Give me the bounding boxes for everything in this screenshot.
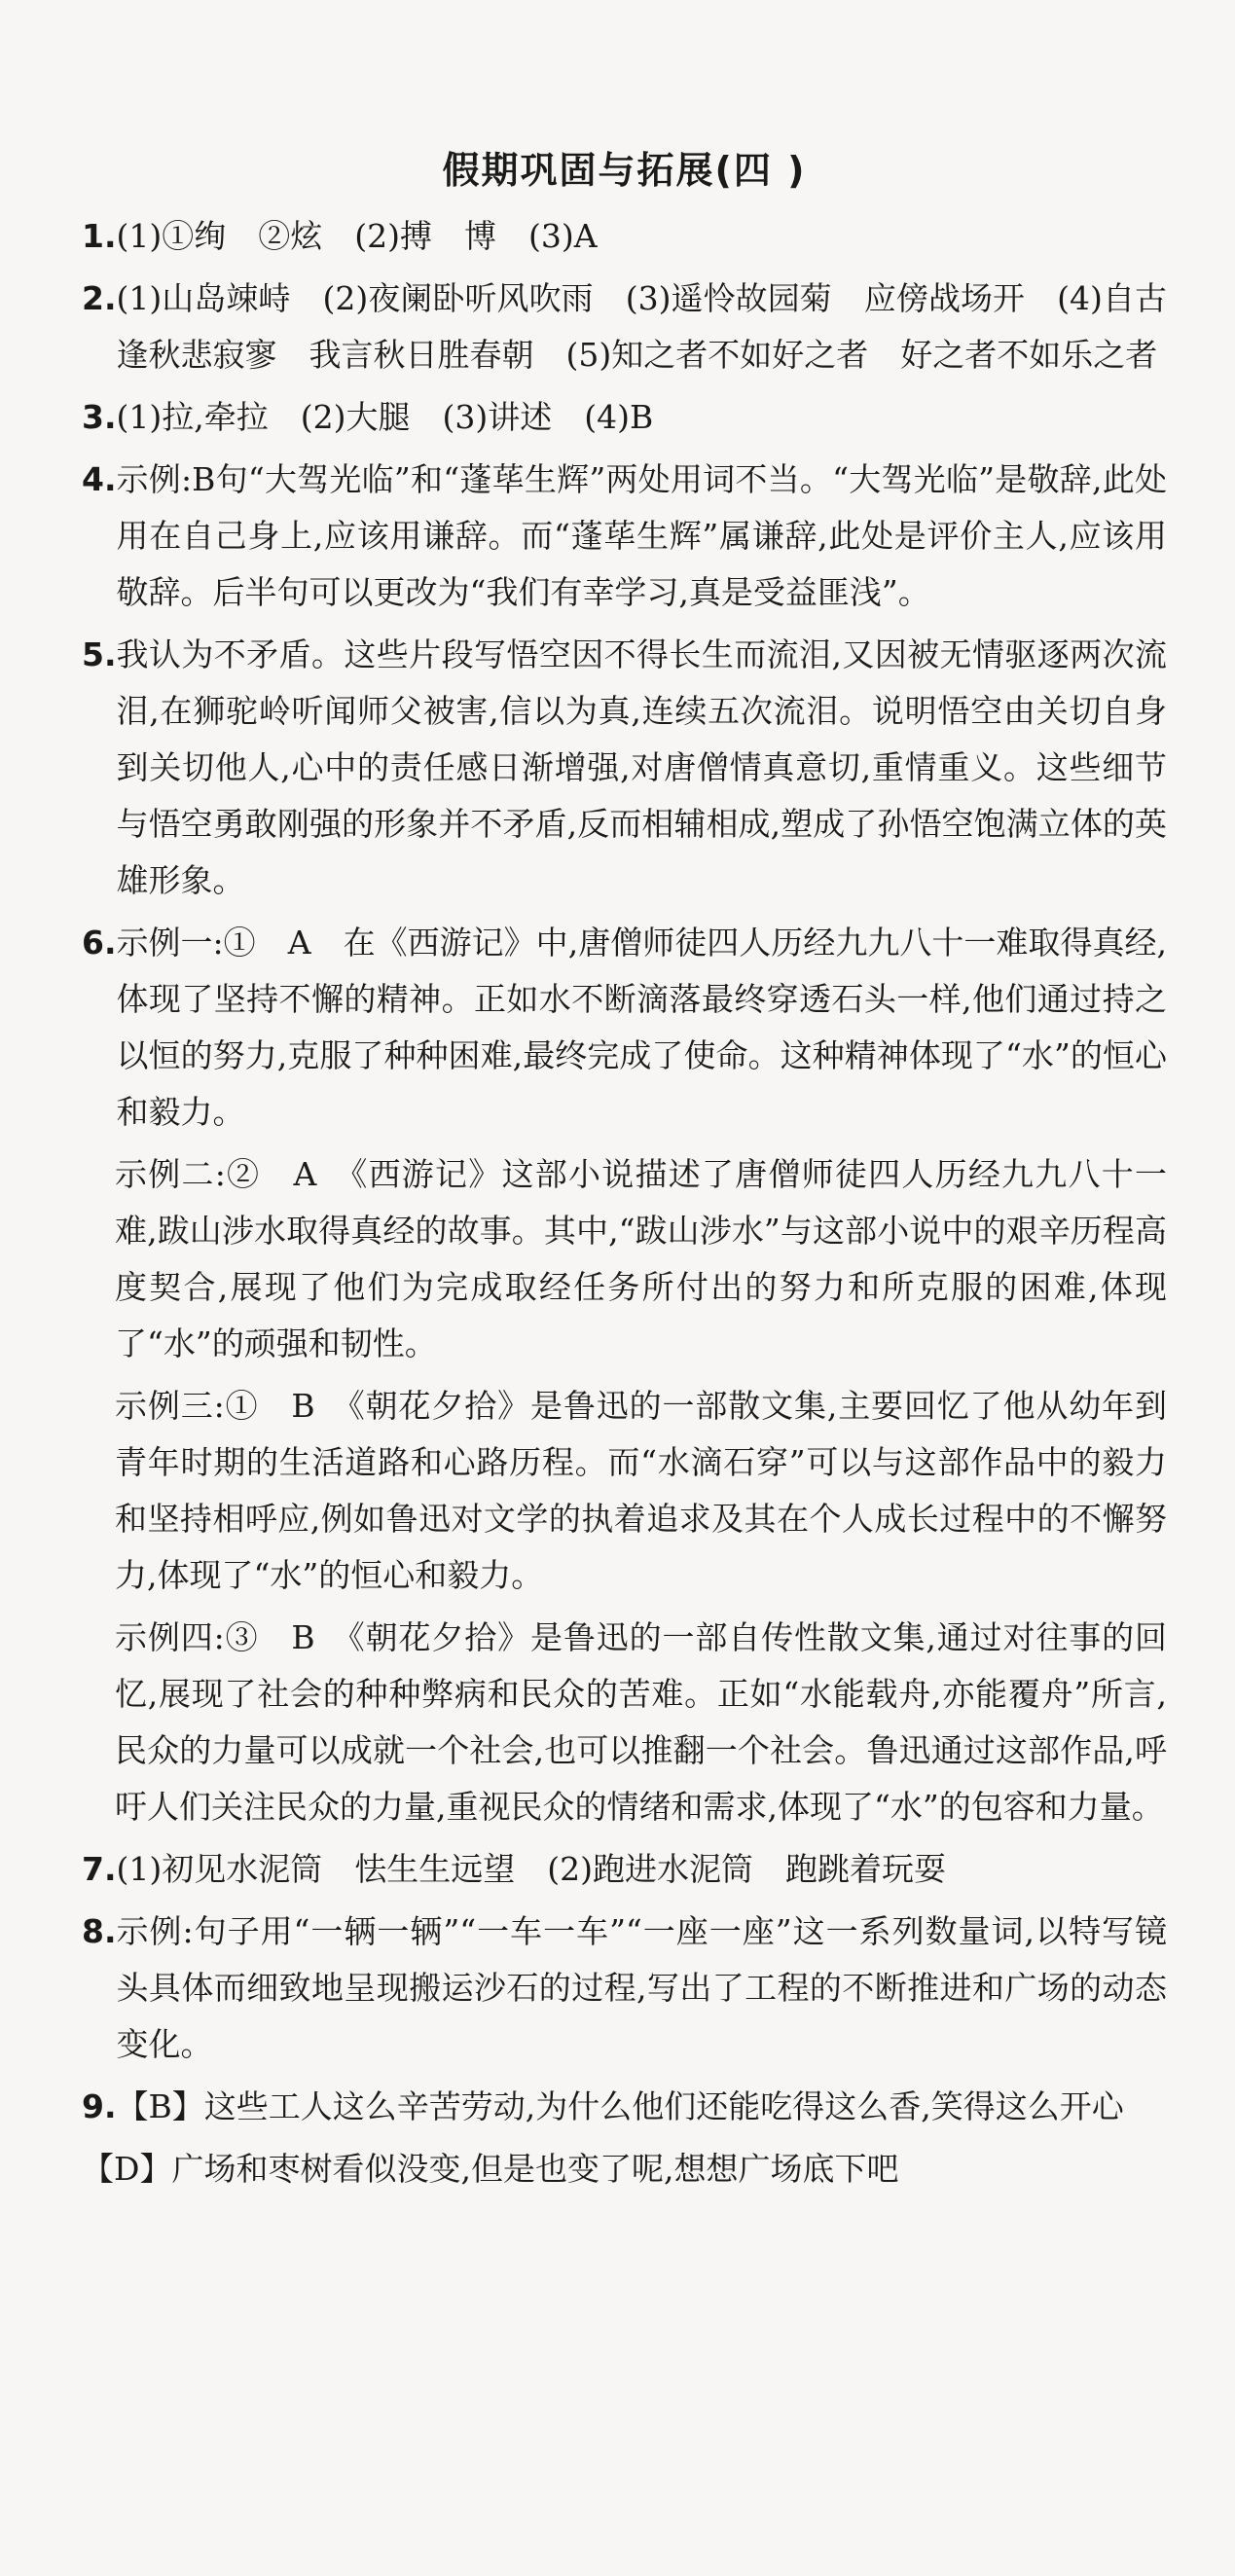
item-text: 示例:B句“大驾光临”和“蓬荜生辉”两处用词不当。“大驾光临”是敬辞,此处用在自己身上,应该用谦辞。而“蓬荜生辉”属谦辞,此处是评价主人,应该用敬辞。后半句可以更改为“我们有幸学习,真是受益匪浅”。 <box>116 460 1167 611</box>
item-text: 我认为不矛盾。这些片段写悟空因不得长生而流泪,又因被无情驱逐两次流泪,在狮驼岭听闻师父被害,信以为真,连续五次流泪。说明悟空由关切自身到关切他人,心中的责任感日渐增强,对唐僧情真意切,重情重义。这些细节与悟空勇敢刚强的形象并不矛盾,反而相辅相成,塑成了孙悟空饱满立体的英雄形象。 <box>116 635 1167 899</box>
item-number: 1. <box>82 217 117 255</box>
item-text: (1)拉,牵拉 (2)大腿 (3)讲述 (4)B <box>116 398 654 436</box>
answer-item-5 <box>82 627 1167 909</box>
item-text: 示例:句子用“一辆一辆”“一车一车”“一座一座”这一系列数量词,以特写镜头具体而细致地呈现搬运沙石的过程,写出了工程的不断推进和广场的动态变化。 <box>116 1912 1167 2063</box>
answer-item-4 <box>82 452 1167 621</box>
answer-item-7 <box>82 1841 1167 1898</box>
answer-item-9-extra: 【D】广场和枣树看似没变,但是也变了呢,想想广场底下吧 <box>82 2150 899 2188</box>
answer-item-1 <box>82 208 1167 265</box>
item-number: 3. <box>82 398 117 436</box>
answer-item-6 <box>82 915 1167 1141</box>
item-text: 示例一:① A 在《西游记》中,唐僧师徒四人历经九九八十一难取得真经,体现了坚持不懈的精神。正如水不断滴落最终穿透石头一样,他们通过持之以恒的努力,克服了种种困难,最终完成了使命。这种精神体现了“水”的恒心和毅力。 <box>116 924 1167 1131</box>
item-number: 5. <box>82 635 117 673</box>
item-text: (1)初见水泥筒 怯生生远望 (2)跑进水泥筒 跑跳着玩耍 <box>116 1850 946 1888</box>
item-number: 9. <box>82 2087 117 2125</box>
answer-item-8 <box>82 1904 1167 2073</box>
item-text: 【B】这些工人这么辛苦劳动,为什么他们还能吃得这么香,笑得这么开心 <box>116 2087 1124 2125</box>
item-number: 8. <box>82 1912 117 1950</box>
page-title: 假期巩固与拓展(四 ) <box>442 149 807 192</box>
answer-item-3 <box>82 389 1167 446</box>
item-text: (1)山岛竦峙 (2)夜阑卧听风吹雨 (3)遥怜故园菊 应傍战场开 (4)自古逢秋悲寂寥 我言秋日胜春朝 (5)知之者不如好之者 好之者不如乐之者 <box>116 279 1167 374</box>
answer-item-9 <box>82 2079 1167 2135</box>
item-number: 6. <box>82 924 117 961</box>
item-number: 4. <box>82 460 117 498</box>
item-text: (1)①绚 ②炫 (2)搏 博 (3)A <box>116 217 598 255</box>
item-number: 2. <box>82 279 117 317</box>
example-paragraph-2: 示例二:② A 《西游记》这部小说描述了唐僧师徒四人历经九九八十一难,跋山涉水取得真经的故事。其中,“跋山涉水”与这部小说中的艰辛历程高度契合,展现了他们为完成取经任务所付出的努力和所克服的困难,体现了“水”的顽强和韧性。 <box>115 1155 1167 1362</box>
example-paragraph-3: 示例三:① B 《朝花夕拾》是鲁迅的一部散文集,主要回忆了他从幼年到青年时期的生活道路和心路历程。而“水滴石穿”可以与这部作品中的毅力和坚持相呼应,例如鲁迅对文学的执着追求及其在个人成长过程中的不懈努力,体现了“水”的恒心和毅力。 <box>115 1387 1167 1594</box>
example-paragraph-4: 示例四:③ B 《朝花夕拾》是鲁迅的一部自传性散文集,通过对往事的回忆,展现了社会的种种弊病和民众的苦难。正如“水能载舟,亦能覆舟”所言,民众的力量可以成就一个社会,也可以推翻一个社会。鲁迅通过这部作品,呼吁人们关注民众的力量,重视民众的情绪和需求,体现了“水”的包容和力量。 <box>115 1618 1167 1826</box>
item-number: 7. <box>82 1850 117 1888</box>
answer-item-2 <box>82 271 1167 383</box>
